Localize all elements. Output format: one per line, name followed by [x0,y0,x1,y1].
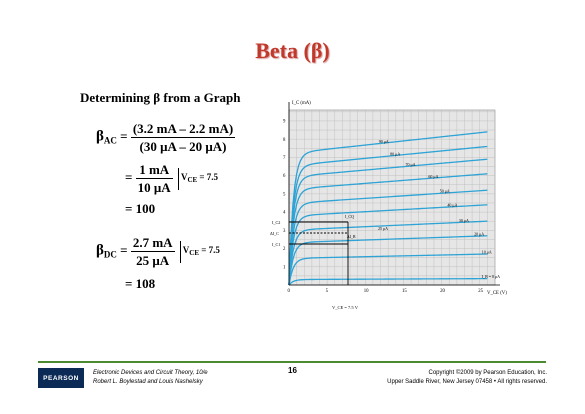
dc-denominator: 25 μA [136,253,170,268]
x-tick: 25 [478,289,484,294]
dc-vce-subscript: CE [189,249,200,257]
slide-subtitle: Determining β from a Graph [80,90,241,105]
dib-label: ΔI_B [347,234,356,239]
dc-numerator: 2.7 mA [132,235,173,250]
dc-vce-letter: V [182,245,190,255]
graph-plot-area [289,110,495,285]
copyright-line1: Copyright ©2009 by Pearson Education, Inc. [428,370,547,376]
icq-label: I_CQ [345,214,354,219]
curve-label: 20 μA [474,231,485,237]
eq-sign: = [120,128,128,144]
ic2-label: I_C2 [272,220,281,225]
y-tick: 9 [283,119,286,125]
beta-ac-step2 [125,163,218,194]
beta-dc-fraction [131,236,175,267]
vce-value: = 7.5 [197,172,219,182]
step2-fraction [136,163,173,194]
ib25-label: 25 μA [378,226,389,231]
beta-ac-result: = 100 [125,201,156,216]
beta-ac-symbol: β [96,128,104,145]
x-tick: 10 [363,289,369,294]
beta-dc-symbol: β [96,242,104,259]
dic-label: ΔI_C [270,231,279,236]
beta-dc-equation [96,236,220,267]
step2-numerator: 1 mA [136,163,173,179]
y-tick: 5 [283,192,286,198]
copyright [387,369,547,387]
pearson-logo: PEARSON [38,368,84,388]
ac-numerator: (3.2 mA – 2.2 mA) [132,121,234,136]
curve-label: 10 μA [481,249,492,255]
x-tick: 20 [440,289,445,294]
curve-label: 90 μA [378,139,389,145]
y-tick-labels [283,120,286,271]
step2-denominator: 10 μA [137,180,171,195]
y-tick: 1 [283,265,286,271]
dc-vce-condition [183,246,220,257]
y-tick: 6 [283,174,286,180]
x-axis-label: V_CE (V) [487,291,507,296]
vce-subscript: CE [187,176,198,184]
curve-label: 50 μA [439,188,450,194]
y-tick: 3 [283,228,286,234]
curve-label: 30 μA [458,217,469,223]
beta-ac-sub: AC [103,135,117,146]
x-tick: 15 [401,289,407,294]
beta-ac-fraction [131,122,235,153]
ic1-label: I_C1 [272,242,281,247]
beta-dc-result: = 108 [125,276,156,291]
x-tick-labels [288,289,484,294]
y-axis-label: I_C (mA) [292,101,311,106]
vce-letter: V [180,172,188,182]
eq-sign-3: = [120,242,128,258]
copyright-line2: Upper Saddle River, New Jersey 07458 • All rights reserved. [387,379,547,385]
beta-ac-equation [96,122,235,153]
beta-dc-sub: DC [103,249,117,260]
curve-label: 70 μA [405,161,416,167]
curve-label: 60 μA [428,173,439,179]
vce-value-label: V_CE = 7.5 V [332,305,358,310]
ac-denominator: (30 μA – 20 μA) [139,139,227,154]
transistor-characteristic-graph [268,96,513,311]
book-authors: Robert L. Boylestad and Louis Nashelsky [93,379,203,385]
y-tick: 2 [283,247,286,253]
x-tick: 0 [287,289,290,294]
curve-label: I_B = 0 μA [481,273,501,279]
curve-label: 40 μA [447,202,458,208]
dc-vce-value: = 7.5 [199,245,220,255]
slide-title: Beta (β) [255,38,330,63]
curve-label: 80 μA [390,151,401,157]
vce-condition [181,173,218,184]
y-tick: 8 [283,137,286,143]
y-tick: 7 [283,155,286,161]
book-title: Electronic Devices and Circuit Theory, 10/e [93,370,208,376]
page-number: 16 [288,366,297,375]
x-tick: 5 [325,289,329,294]
eq-sign-2: = [125,169,133,185]
footer-divider [38,361,546,363]
y-tick: 4 [283,210,286,216]
